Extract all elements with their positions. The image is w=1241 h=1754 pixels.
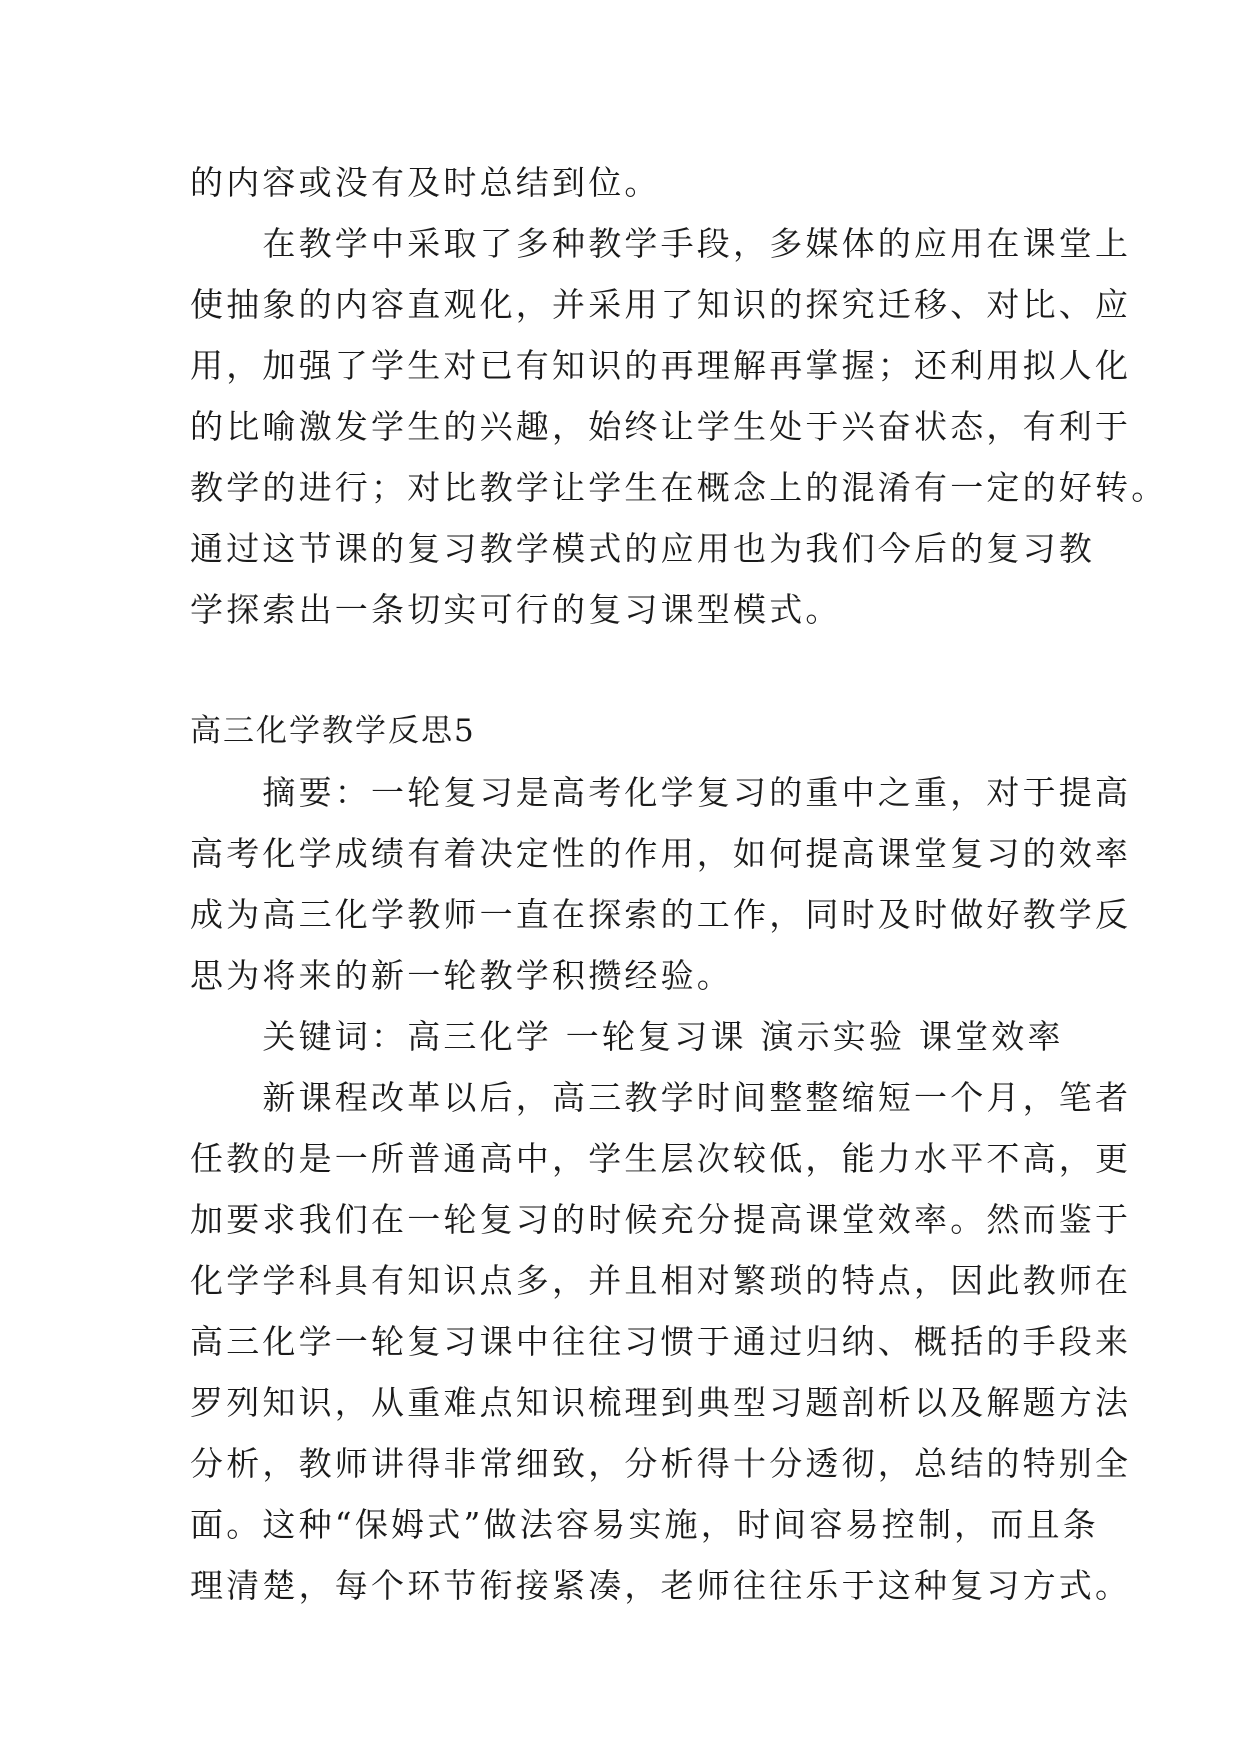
- text-line: 在教学中采取了多种教学手段，多媒体的应用在课堂上: [190, 224, 1132, 263]
- paragraph-gap: [190, 640, 1070, 701]
- text-line: 使抽象的内容直观化，并采用了知识的探究迁移、对比、应: [190, 285, 1132, 324]
- text-line: 化学学科具有知识点多，并且相对繁琐的特点，因此教师在: [190, 1261, 1132, 1300]
- text-line: 高考化学成绩有着决定性的作用，如何提高课堂复习的效率: [190, 834, 1132, 873]
- text-line: 高三化学一轮复习课中往往习惯于通过归纳、概括的手段来: [190, 1322, 1132, 1361]
- text-line: 学探索出一条切实可行的复习课型模式。: [190, 590, 842, 629]
- text-line: 的内容或没有及时总结到位。: [190, 163, 661, 202]
- text-line: 新课程改革以后，高三教学时间整整缩短一个月，笔者: [190, 1078, 1132, 1117]
- text-line: 面。这种“保姆式”做法容易实施，时间容易控制，而且条: [190, 1505, 1099, 1544]
- text-line: 理清楚，每个环节衔接紧凑，老师往往乐于这种复习方式。: [190, 1566, 1132, 1605]
- keywords-line: 关键词：高三化学 一轮复习课 演示实验 课堂效率: [190, 1017, 1064, 1056]
- text-line: 通过这节课的复习教学模式的应用也为我们今后的复习教: [190, 529, 1095, 568]
- text-line: 加要求我们在一轮复习的时候充分提高课堂效率。然而鉴于: [190, 1200, 1132, 1239]
- text-line: 任教的是一所普通高中，学生层次较低，能力水平不高，更: [190, 1139, 1132, 1178]
- text-line: 用，加强了学生对已有知识的再理解再掌握；还利用拟人化: [190, 346, 1132, 385]
- text-line: 摘要：一轮复习是高考化学复习的重中之重，对于提高: [190, 773, 1132, 812]
- text-line: 分析，教师讲得非常细致，分析得十分透彻，总结的特别全: [190, 1444, 1132, 1483]
- section-heading: 高三化学教学反思5: [190, 713, 476, 749]
- text-line: 罗列知识，从重难点知识梳理到典型习题剖析以及解题方法: [190, 1383, 1132, 1422]
- text-line: 成为高三化学教师一直在探索的工作，同时及时做好教学反: [190, 895, 1132, 934]
- text-line: 的比喻激发学生的兴趣，始终让学生处于兴奋状态，有利于: [190, 407, 1132, 446]
- text-line: 教学的进行；对比教学让学生在概念上的混淆有一定的好转。: [190, 468, 1168, 507]
- document-body: [190, 152, 1168, 1616]
- text-line: 思为将来的新一轮教学积攒经验。: [190, 956, 733, 995]
